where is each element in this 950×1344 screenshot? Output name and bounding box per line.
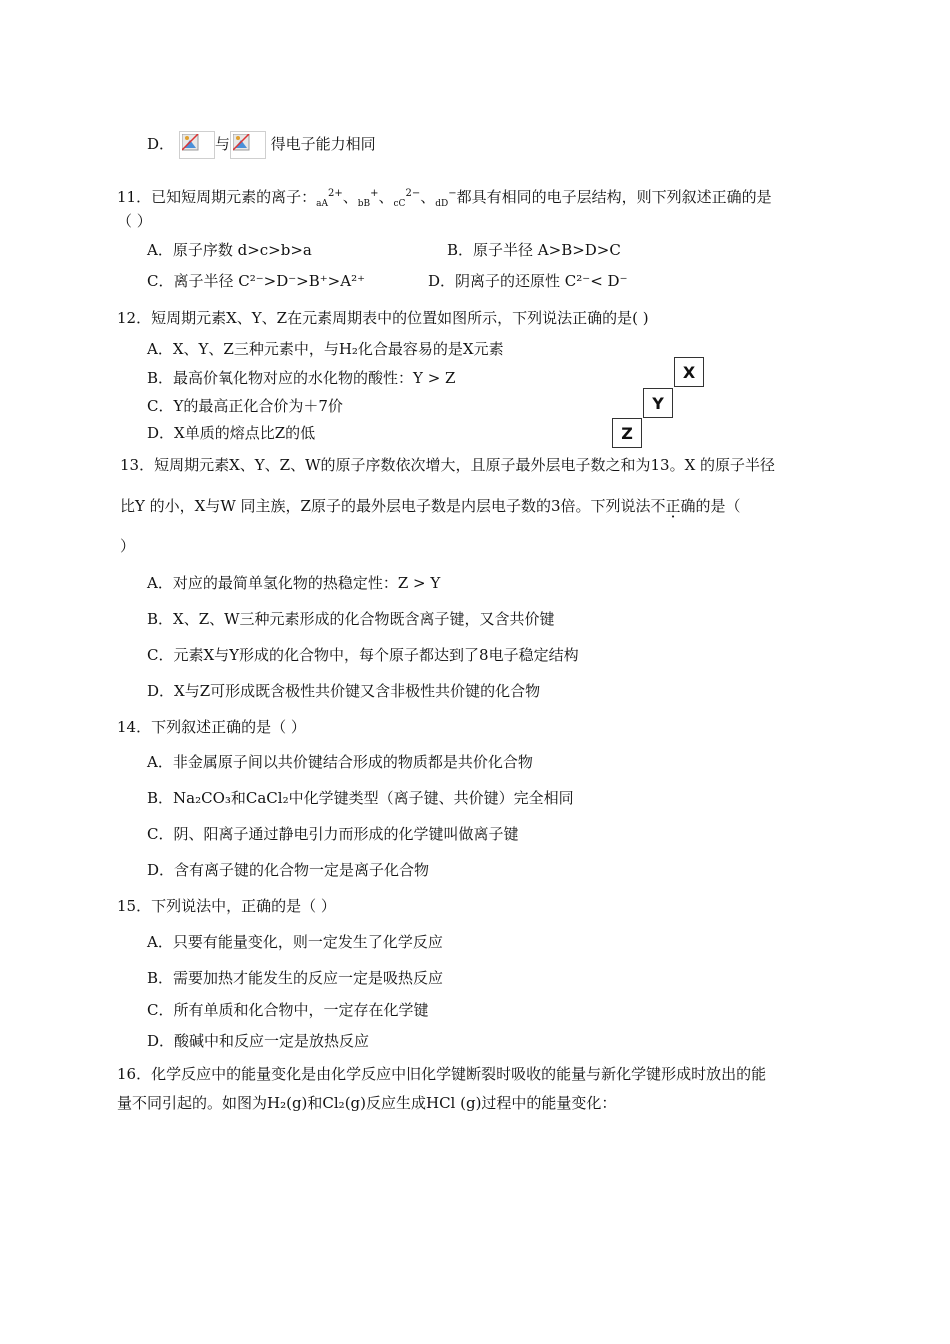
q15-option-b: B．需要加热才能发生的反应一定是吸热反应 [147, 969, 444, 987]
q12-option-d: D．X单质的熔点比Z的低 [147, 424, 316, 442]
q15-option-d: D．酸碱中和反应一定是放热反应 [147, 1032, 370, 1050]
q13-option-a: A．对应的最简单氢化物的热稳定性：Z > Y [147, 574, 441, 592]
q13-line1: 13．短周期元素X、Y、Z、W的原子序数依次增大，且原子最外层电子数之和为13。X 的原子半径 [120, 456, 776, 474]
q13-option-b: B．X、Z、W三种元素形成的化合物既含离子键，又含共价键 [147, 610, 555, 628]
q13-option-d: D．X与Z可形成既含极性共价键又含非极性共价键的化合物 [147, 682, 541, 700]
q11-option-c: C．离子半径 C²⁻>D⁻>B⁺>A²⁺ [147, 272, 366, 290]
q12-option-a: A．X、Y、Z三种元素中，与H₂化合最容易的是X元素 [147, 340, 504, 358]
q14-option-d: D．含有离子键的化合物一定是离子化合物 [147, 861, 430, 879]
q15-option-c: C．所有单质和化合物中，一定存在化学键 [147, 1001, 429, 1019]
q12-option-c: C．Y的最高正化合价为＋7价 [147, 397, 343, 415]
q11-option-d: D．阴离子的还原性 C²⁻< D⁻ [428, 272, 628, 290]
q11-option-b: B．原子半径 A>B>D>C [447, 241, 621, 259]
q11-stem: 11．已知短周期元素的离子：$_{aA}^{2+}$、$_{bB}$+、$_{cC}^{2-}$、$_{dD}$−都具有相同的电子层结构，则下列叙述正确的是 [117, 188, 772, 209]
broken-image-icon [230, 131, 266, 159]
q13-emphasis: 不正确 [650, 497, 696, 515]
q14-option-b: B．Na₂CO₃和CaCl₂中化学键类型（离子键、共价键）完全相同 [147, 789, 574, 807]
periodic-cell-x: X [674, 357, 704, 387]
q14-option-c: C．阴、阳离子通过静电引力而形成的化学键叫做离子键 [147, 825, 519, 843]
periodic-cell-y: Y [643, 388, 673, 418]
q13-option-c: C．元素X与Y形成的化合物中，每个原子都达到了8电子稳定结构 [147, 646, 579, 664]
q10-option-d: D． 与 得电子能力相同 [147, 131, 376, 159]
periodic-cell-z: Z [612, 418, 642, 448]
q15-option-a: A．只要有能量变化，则一定发生了化学反应 [147, 933, 443, 951]
q13-line2: 比Y 的小，X与W 同主族，Z原子的最外层电子数是内层电子数的3倍。下列说法不正确的是（ [120, 497, 741, 515]
q11-paren: （ ） [117, 212, 152, 230]
q16-line2: 量不同引起的。如图为H₂(g)和Cl₂(g)反应生成HCl (g)过程中的能量变化： [117, 1094, 617, 1112]
broken-image-icon [179, 131, 215, 159]
q15-stem: 15．下列说法中，正确的是（ ） [117, 897, 336, 915]
q14-stem: 14．下列叙述正确的是（ ） [117, 718, 306, 736]
q12-option-b: B．最高价氧化物对应的水化物的酸性：Y > Z [147, 369, 456, 387]
q12-stem: 12．短周期元素X、Y、Z在元素周期表中的位置如图所示，下列说法正确的是( ) [117, 309, 649, 327]
q11-option-a: A．原子序数 d>c>b>a [147, 241, 312, 259]
q16-line1: 16．化学反应中的能量变化是由化学反应中旧化学键断裂时吸收的能量与新化学键形成时放出的能 [117, 1065, 767, 1083]
q14-option-a: A．非金属原子间以共价键结合形成的物质都是共价化合物 [147, 753, 533, 771]
q13-line3: ） [120, 537, 136, 555]
